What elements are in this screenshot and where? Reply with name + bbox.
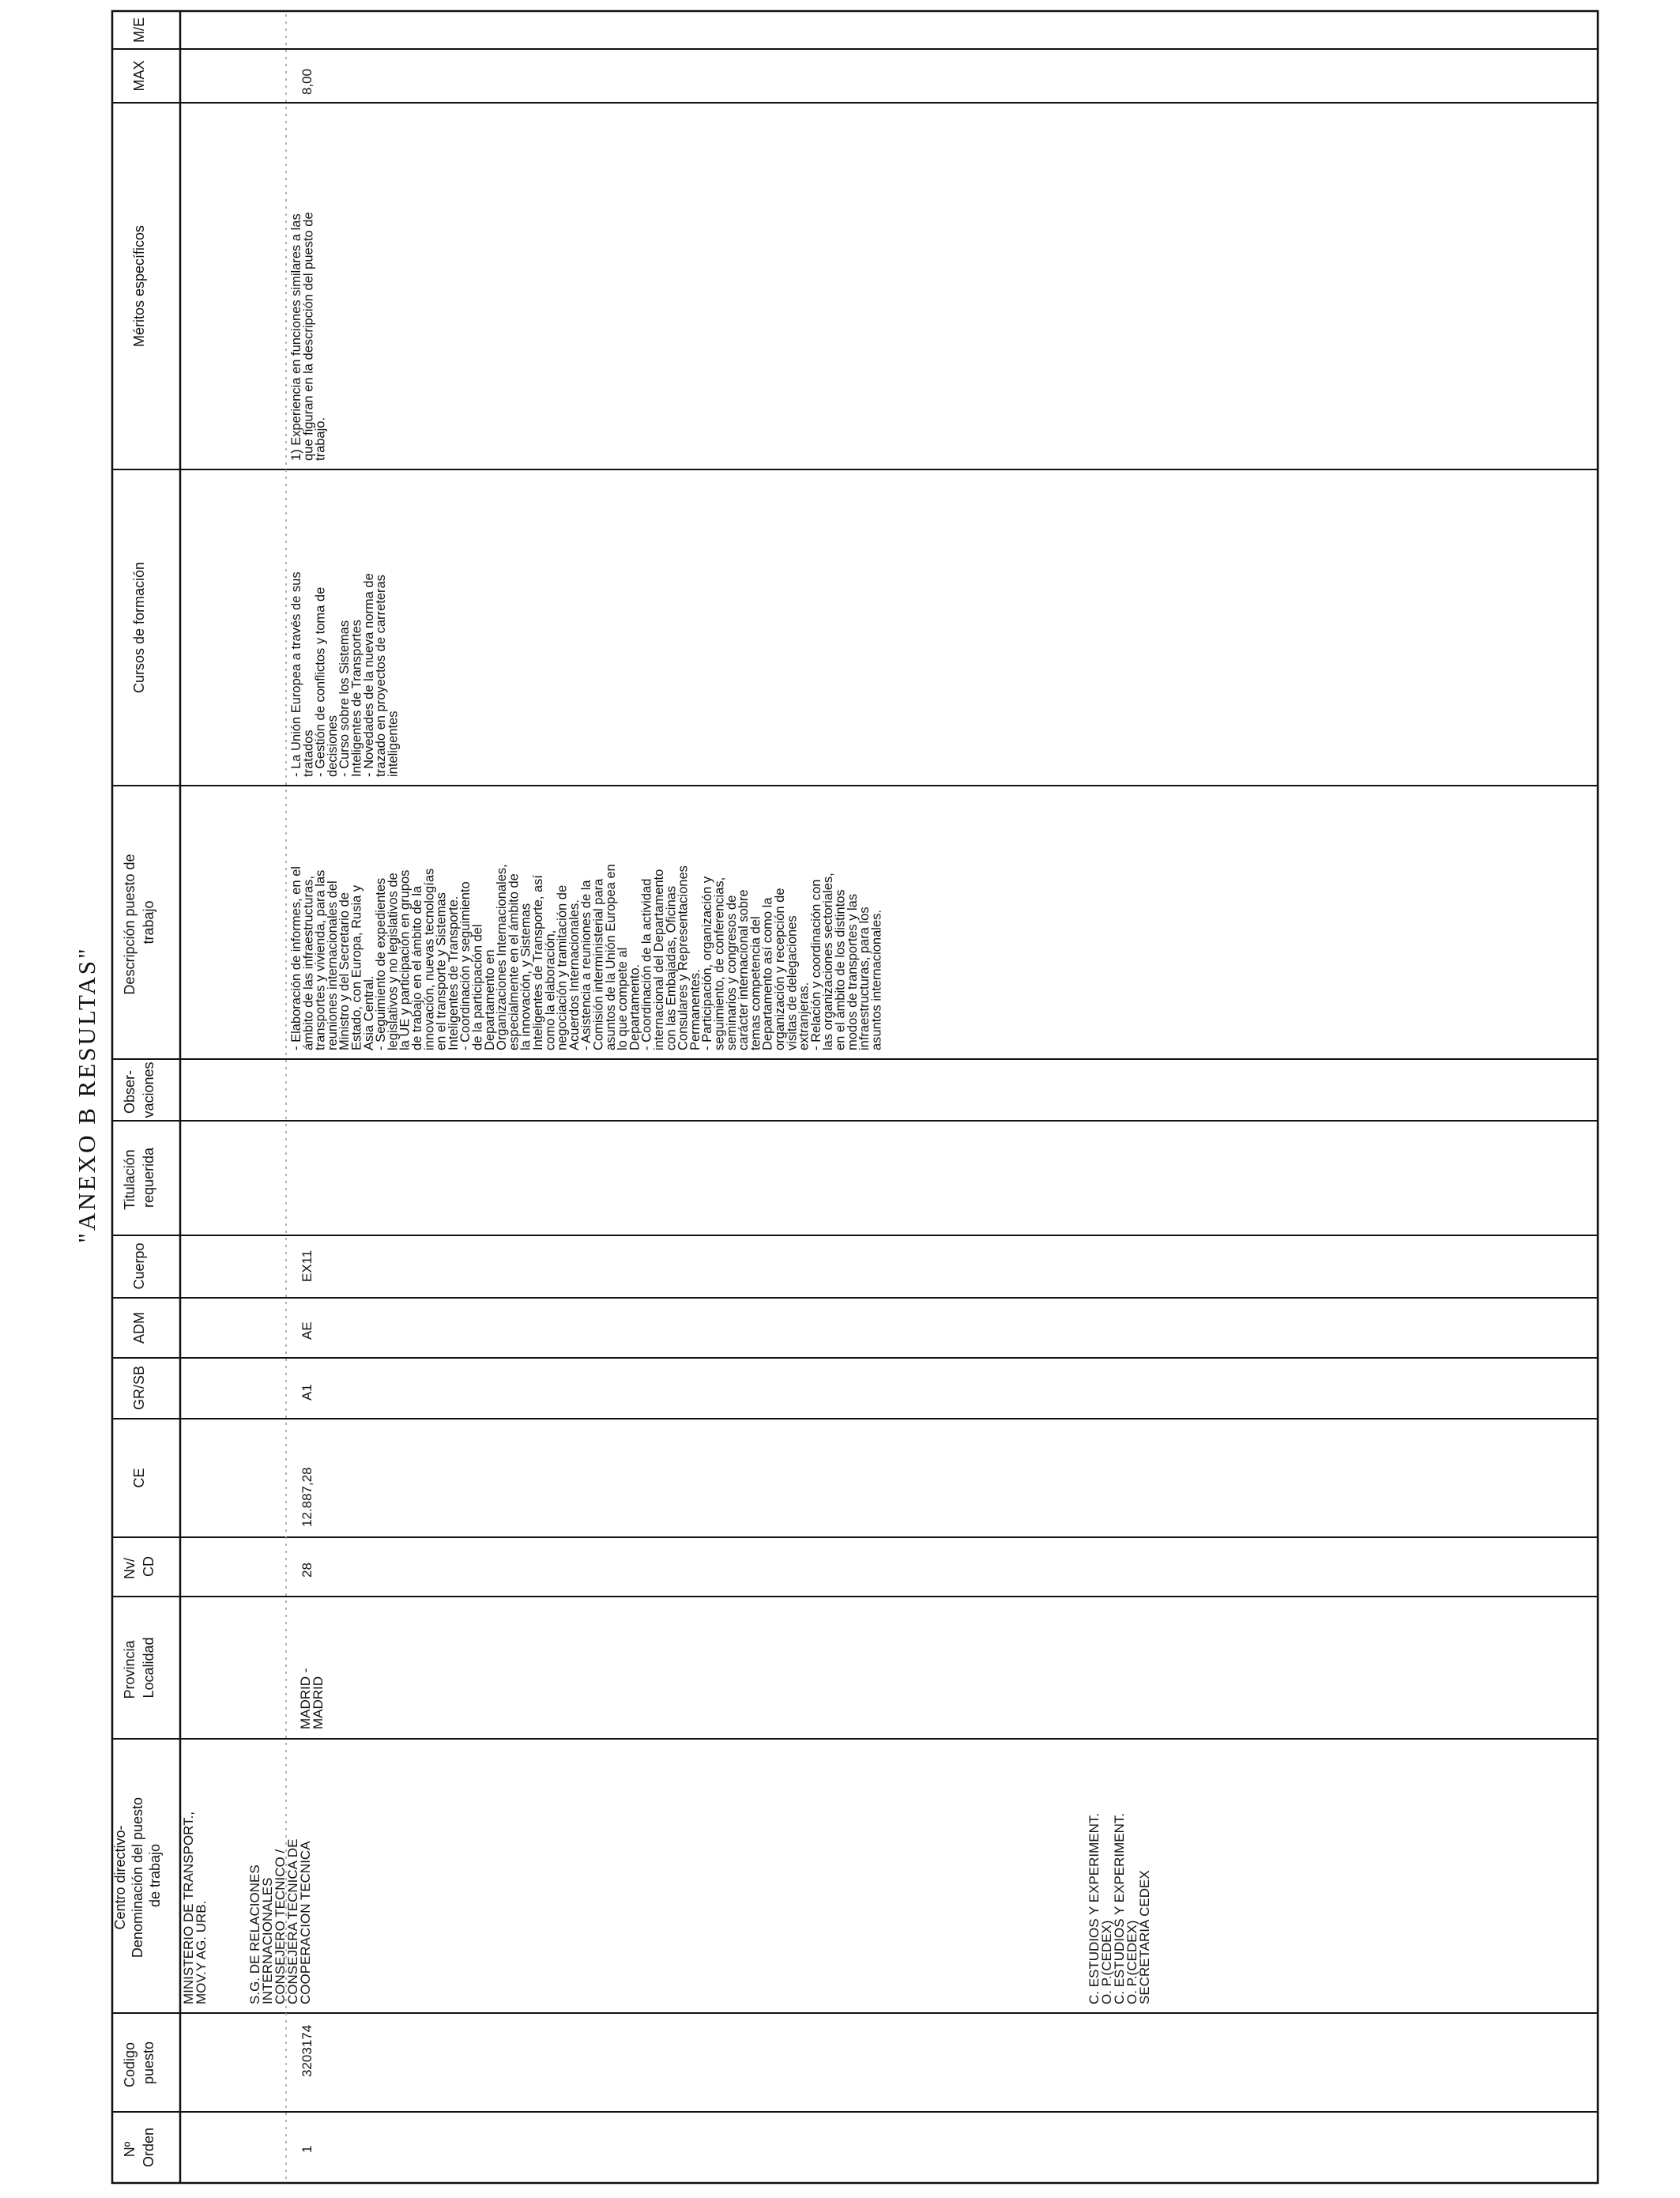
text-line: temas competencia del: [748, 916, 763, 1050]
text-line: inteligentes: [386, 711, 401, 777]
codigo-value: 3203174: [299, 2024, 315, 2077]
text-line: extranjeras.: [797, 982, 812, 1050]
cuerpo-value: EX11: [299, 1250, 315, 1282]
text-line: visitas de delegaciones: [785, 915, 800, 1050]
text-line: - Asistencia a reuniones de la: [579, 880, 594, 1050]
text-line: de la participación del: [470, 924, 485, 1050]
text-line: las organizaciones sectoriales,: [821, 873, 836, 1050]
text-line: carácter internacional sobre: [736, 889, 751, 1050]
text-line: - Curso sobre los Sistemas: [337, 620, 352, 777]
text-line: Departamento.: [627, 963, 642, 1050]
text-line: negociación y tramitación de: [555, 884, 570, 1050]
text-line: Permanentes.: [687, 969, 703, 1050]
text-line: O. P.(CEDEX): [1099, 1920, 1114, 2004]
text-line: Estado, con Europa, Rusia y: [349, 884, 364, 1050]
cursos-value: [289, 571, 400, 777]
max-value: 8,00: [299, 68, 315, 95]
text-line: - Gestión de conflictos y toma de: [313, 586, 328, 777]
text-line: Comisión interministerial para: [591, 878, 606, 1050]
text-line: O. P.(CEDEX): [1124, 1920, 1139, 2004]
header-centro: Centro directivo- Denominación del puesto de trabajo: [112, 1796, 163, 1959]
header-ce: CE: [131, 1468, 147, 1488]
provincia-value: MADRID - MADRID: [298, 1668, 326, 1729]
header-cuerpo: Cuerpo: [131, 1242, 147, 1290]
adm-value: AE: [299, 1321, 315, 1340]
text-line: - Relación y coordinación con: [808, 879, 823, 1050]
grupo-value: A1: [299, 1384, 315, 1401]
text-line: Inteligentes de Transporte, así: [531, 875, 545, 1050]
text-line: Departamento en: [482, 949, 497, 1050]
table-border: [112, 11, 1598, 2183]
text-line: lo que compete al: [616, 947, 631, 1050]
text-line: legislativos y no legislativos de: [386, 873, 401, 1050]
text-line: C. ESTUDIOS Y EXPERIMENT.: [1087, 1812, 1102, 2004]
text-line: Inteligentes de Transporte.: [446, 895, 461, 1050]
header-titulacion: Titulación requerida: [122, 1147, 156, 1210]
text-line: Organizaciones Internacionales,: [495, 864, 510, 1050]
text-line: SECRETARIA CEDEX: [1137, 1870, 1152, 2004]
header-grupo: GR/SB: [131, 1365, 147, 1411]
text-line: infraestructuras, para los: [857, 907, 872, 1050]
orden-value: 1: [299, 2145, 315, 2153]
header-provincia: Provincia Localidad: [122, 1637, 156, 1699]
header-meritos: Méritos específicos: [131, 224, 147, 348]
header-adm: ADM: [131, 1312, 147, 1344]
text-line: Consulares y Representaciones: [676, 865, 691, 1050]
text-line: - Coordinación y seguimiento: [458, 881, 473, 1050]
text-line: modos de transportes y las: [845, 893, 860, 1050]
text-line: de trabajo en el ámbito de la: [410, 885, 424, 1050]
text-line: especialmente en el ámbito de: [507, 873, 522, 1050]
text-line: la innovación, y Sistemas: [518, 903, 533, 1050]
text-line: seguimiento, de conferencias,: [712, 877, 727, 1050]
text-line: seminarios y congresos de: [724, 895, 739, 1050]
text-line: trabajo.: [313, 417, 328, 461]
record-row: [247, 69, 883, 2153]
text-line: trazado en proyectos de carreteras: [374, 575, 389, 777]
text-line: en el ámbito de los distintos: [833, 889, 848, 1050]
text-line: Asia Central.: [361, 975, 376, 1050]
text-line: asuntos internacionales.: [869, 910, 884, 1050]
text-line: transportes y vivienda, para las: [313, 869, 328, 1050]
text-line: la UE y participación en grupos: [397, 869, 412, 1050]
text-line: - Elaboración de informes, en el: [289, 866, 303, 1050]
text-line: internacional del Departamento: [651, 869, 666, 1050]
text-line: que figuran en la descripción del puesto de: [301, 212, 316, 461]
text-line: 1) Experiencia en funciones similares a las: [289, 213, 303, 461]
text-line: - Participación, organización y: [700, 876, 715, 1050]
text-line: - Seguimiento de expedientes: [374, 877, 389, 1050]
header-orden: Nº Orden: [122, 2127, 156, 2168]
text-line: ámbito de las infraestructuras,: [301, 875, 316, 1050]
text-line: Departamento así como la: [760, 897, 775, 1050]
text-line: asuntos de la Unión Europea en: [603, 864, 618, 1050]
ministry-name: MINISTERIO DE TRANSPORT., MOV.Y AG. URB.: [181, 1811, 209, 2004]
text-line: - La Unión Europea a través de sus: [289, 571, 303, 777]
text-line: C. ESTUDIOS Y EXPERIMENT.: [1112, 1812, 1127, 2004]
text-line: innovación, nuevas tecnologías: [422, 868, 437, 1050]
header-nivel: Nv/ CD: [122, 1556, 156, 1580]
text-line: - Coordinación de la actividad: [639, 878, 654, 1050]
header-me: M/E: [131, 17, 147, 43]
document-title: "ANEXO B RESULTAS": [73, 946, 100, 1243]
text-line: decisiones: [325, 715, 340, 777]
text-line: como la elaboración,: [543, 929, 558, 1050]
table-grid: [112, 11, 1598, 2183]
text-line: tratados: [301, 730, 316, 777]
ce-value: 12.887,28: [299, 1467, 315, 1527]
text-line: con las Embajadas, Oficinas: [664, 885, 679, 1050]
header-descripcion: Descripción puesto de trabajo: [122, 854, 156, 995]
footer-units: [1087, 1813, 1152, 2004]
text-line: organización y recepción de: [772, 888, 787, 1050]
header-cursos: Cursos de formación: [131, 561, 147, 694]
column-headers: [112, 17, 163, 2167]
header-max: MAX: [131, 60, 147, 92]
text-line: Ministro y del Secretario de: [337, 892, 352, 1050]
text-line: Acuerdos Internacionales.: [567, 899, 582, 1050]
centro-value: S.G. DE RELACIONES INTERNACIONALES CONSEJERO TECNICO / CONSEJERA TECNICA DE COOPERACION TECNICA: [247, 1838, 313, 2004]
text-line: reuniones internacionales del: [325, 880, 340, 1050]
header-observaciones: Obser- vaciones: [122, 1061, 156, 1118]
text-line: en el transporte y Sistemas: [434, 892, 449, 1050]
descripcion-value: [289, 864, 883, 1050]
text-line: - Novedades de la nueva norma de: [361, 573, 376, 777]
meritos-value: [289, 212, 328, 461]
header-codigo: Codigo puesto: [122, 2041, 156, 2088]
nivel-value: 28: [299, 1563, 315, 1578]
text-line: Inteligentes de Transportes: [349, 619, 364, 777]
